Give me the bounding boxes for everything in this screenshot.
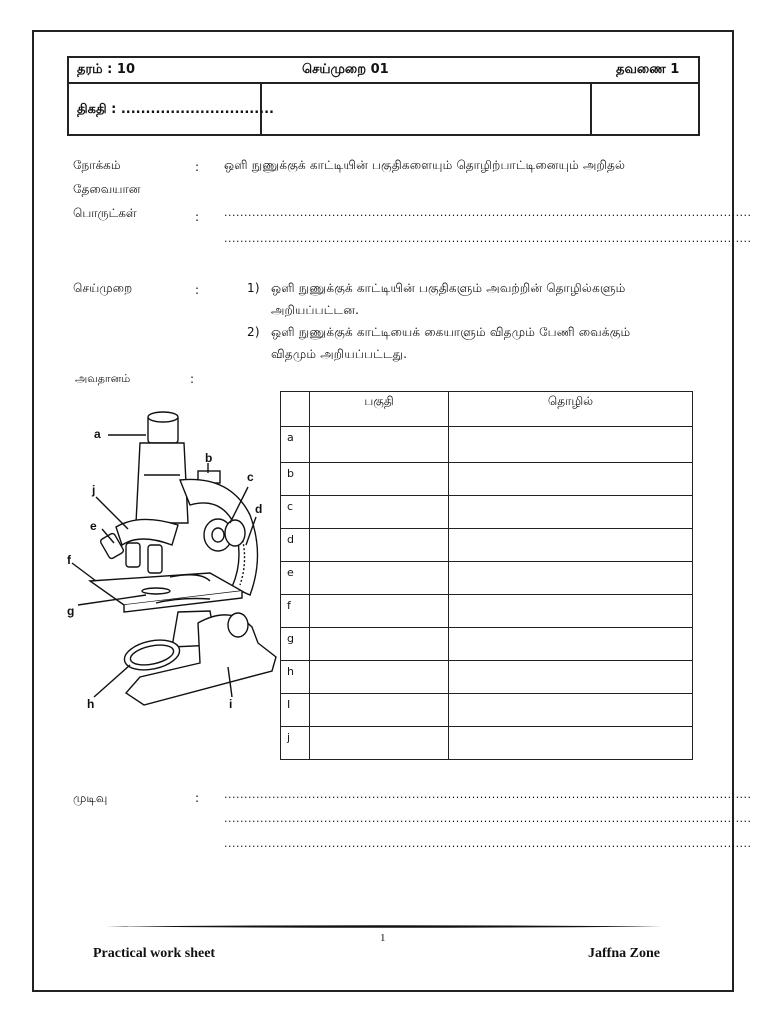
function-cell[interactable] <box>449 562 693 595</box>
microscope-label-a: a <box>94 427 101 441</box>
procedure-colon: : <box>195 283 200 297</box>
experiment-title: செய்முறை 01 <box>302 62 389 77</box>
function-cell[interactable] <box>449 427 693 463</box>
pointer-h <box>94 665 130 697</box>
conclusion-blank-line-2[interactable]: .................................................................................................................................... <box>224 812 752 825</box>
procedure-step-1-line1: ஒளி நுணுக்குக் காட்டியின் பகுதிகளும் அவற்றின் தொழில்களும் <box>271 281 626 295</box>
pointer-f <box>72 563 96 581</box>
procedure-label: செய்முறை <box>73 281 133 295</box>
table-row <box>281 562 693 595</box>
term-label: தவணை 1 <box>616 62 680 77</box>
microscope-label-f: f <box>67 553 71 567</box>
date-field[interactable]: திகதி : ............................... <box>77 102 274 117</box>
row-letter: d <box>281 529 310 562</box>
row-letter: j <box>281 727 310 760</box>
procedure-step-1-number: 1) <box>247 281 260 295</box>
table-row <box>281 694 693 727</box>
conclusion-blank-line-3[interactable]: .................................................................................................................................... <box>224 837 752 850</box>
footer-divider <box>106 925 662 928</box>
row-letter: I <box>281 694 310 727</box>
part-cell[interactable] <box>310 727 449 760</box>
part-cell[interactable] <box>310 562 449 595</box>
observation-table <box>280 391 693 760</box>
microscope-illustration <box>60 405 280 725</box>
part-cell[interactable] <box>310 427 449 463</box>
header-table <box>67 56 700 136</box>
part-cell[interactable] <box>310 628 449 661</box>
microscope-label-j: j <box>92 483 96 497</box>
function-cell[interactable] <box>449 529 693 562</box>
part-cell[interactable] <box>310 529 449 562</box>
footer-right-text: Jaffna Zone <box>588 946 660 961</box>
microscope-label-h: h <box>87 697 95 711</box>
row-letter: c <box>281 496 310 529</box>
row-letter: f <box>281 595 310 628</box>
part-cell[interactable] <box>310 694 449 727</box>
observation-colon: : <box>190 372 195 386</box>
materials-label-line2: பொருட்கள் <box>73 206 137 220</box>
footer-left-text: Practical work sheet <box>93 946 216 961</box>
table-row <box>281 727 693 760</box>
conclusion-label: முடிவு <box>73 791 108 805</box>
header-row-2 <box>69 84 698 134</box>
part-cell[interactable] <box>310 463 449 496</box>
row-letter: b <box>281 463 310 496</box>
row-letter: e <box>281 562 310 595</box>
microscope-label-d: d <box>255 502 263 516</box>
function-cell[interactable] <box>449 595 693 628</box>
table-row <box>281 529 693 562</box>
microscope-label-c: c <box>247 470 254 484</box>
aim-text: ஒளி நுணுக்குக் காட்டியின் பகுதிகளையும் தொழிற்பாட்டினையும் அறிதல் <box>224 158 626 172</box>
row-letter: a <box>281 427 310 463</box>
procedure-step-2-number: 2) <box>247 325 260 339</box>
header-divider-2 <box>590 84 592 134</box>
table-row <box>281 595 693 628</box>
observation-label: அவதானம் <box>75 372 131 385</box>
materials-blank-line-1[interactable]: .................................................................................................................................... <box>224 206 752 219</box>
function-cell[interactable] <box>449 628 693 661</box>
function-cell[interactable] <box>449 463 693 496</box>
aim-colon: : <box>195 160 200 174</box>
body-tube-shape <box>136 443 188 523</box>
microscope-label-b: b <box>205 451 213 465</box>
observation-col-letter <box>281 392 310 427</box>
part-cell[interactable] <box>310 661 449 694</box>
function-cell[interactable] <box>449 496 693 529</box>
nosepiece-shape <box>116 519 178 545</box>
grade-label: தரம் : 10 <box>77 62 135 77</box>
materials-colon: : <box>195 210 200 224</box>
procedure-step-2-line2: விதமும் அறியப்பட்டது. <box>271 347 408 361</box>
observation-col-part: பகுதி <box>310 392 449 427</box>
procedure-step-1-line2: அறியப்பட்டன. <box>271 303 360 317</box>
table-row <box>281 427 693 463</box>
table-row <box>281 463 693 496</box>
function-cell[interactable] <box>449 694 693 727</box>
microscope-label-e: e <box>90 519 97 533</box>
part-cell[interactable] <box>310 595 449 628</box>
table-row <box>281 496 693 529</box>
observation-col-function: தொழில் <box>449 392 693 427</box>
microscope-label-i: i <box>229 697 233 711</box>
procedure-step-2-line1: ஒளி நுணுக்குக் காட்டியைக் கையாளும் விதமும் பேணி வைக்கும் <box>271 325 631 339</box>
aim-label: நோக்கம் <box>73 158 121 172</box>
part-cell[interactable] <box>310 496 449 529</box>
function-cell[interactable] <box>449 727 693 760</box>
row-letter: h <box>281 661 310 694</box>
table-row <box>281 628 693 661</box>
header-row-1 <box>69 58 698 84</box>
materials-label-line1: தேவையான <box>73 182 141 196</box>
table-row <box>281 661 693 694</box>
materials-blank-line-2[interactable]: .................................................................................................................................... <box>224 232 752 245</box>
page-number: 1 <box>380 932 386 944</box>
pointer-j <box>96 497 128 529</box>
conclusion-colon: : <box>195 791 200 805</box>
observation-header-row <box>281 392 693 427</box>
function-cell[interactable] <box>449 661 693 694</box>
conclusion-blank-line-1[interactable]: .................................................................................................................................... <box>224 788 752 801</box>
row-letter: g <box>281 628 310 661</box>
microscope-label-g: g <box>67 604 75 618</box>
